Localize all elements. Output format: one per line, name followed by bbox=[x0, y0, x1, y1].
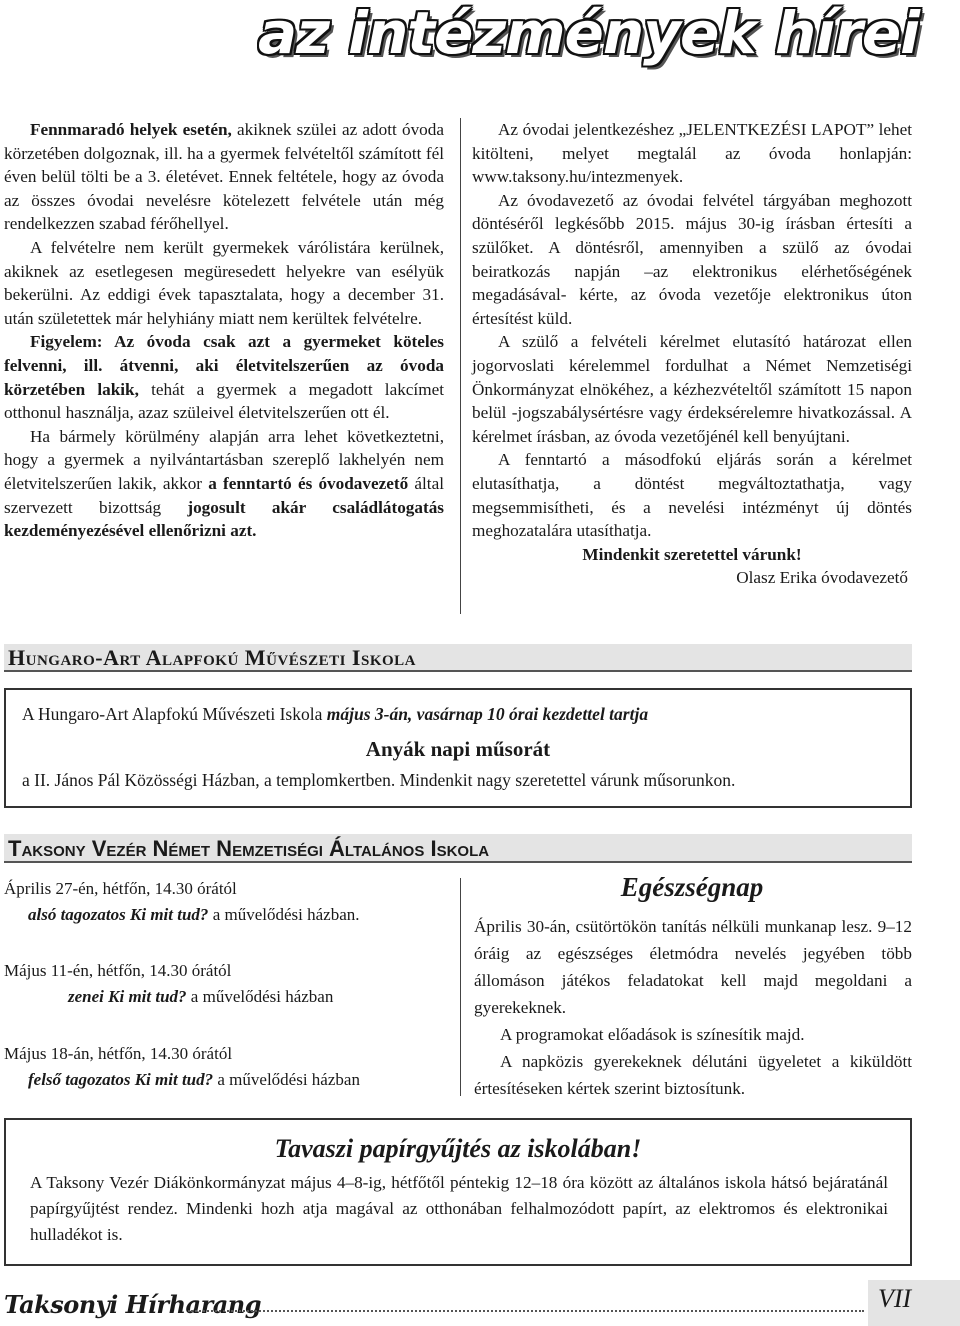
paragraph-masodfoku: A fenntartó a másodfokú eljárás során a kérelmet elutasíthatja, a döntést megváltoztathatja, vagy megsemmisítheti, és a nevelési intézményt új döntés meghozatalára utasíthatja. bbox=[472, 450, 912, 541]
ovoda-right-column bbox=[472, 118, 912, 590]
paragraph-jogorvoslat: A szülő a felvételi kérelmet elutasító határozat ellen jogorvoslati kérelemmel fordulhat a Német Nemzetiségi Önkormányzat elnökéhez, a kézhezvételtől számított 15 napon belül -jogszabálysértésre vagy érdeksérelemre hivatkozással. A kérelmet írásban, az óvoda vezetőjénél kell benyújtani. bbox=[472, 332, 912, 446]
event-date: Május 18-án, hétfőn, 14.30 órától bbox=[4, 1044, 233, 1063]
publication-logo: Taksonyi Hírharang bbox=[4, 1290, 261, 1319]
paragraph-figyelem: Figyelem: Az óvoda csak azt a gyermeket köteles felvenni, ill. átvenni, aki életvitelszerűen az óvoda körzetében lakik, tehát a gyermek a megadott lakcímet otthonul használja, azaz szüleivel életvitelszerűen ott él. bbox=[4, 332, 444, 423]
section-banner-title: az intézmények hírei bbox=[258, 0, 920, 67]
event-1: Április 27-én, hétfőn, 14.30 órától alsó tagozatos Ki mit tud? a művelődési házban. bbox=[4, 876, 360, 928]
paragraph-bizottsag: Ha bármely körülmény alapján arra lehet következtetni, hogy a gyermek a nyilvántartásban szereplő lakhelyén nem életvitelszerűen lakik, akkor a fenntartó és óvodavezető által szervezett bizottság jogosult akár családlátogatás kezdeményezésével ellenőrizni azt. bbox=[4, 426, 444, 541]
iskola-title: Taksony Vezér Német Nemzetiségi Általános Iskola bbox=[8, 836, 490, 861]
column-divider bbox=[460, 118, 461, 614]
signature: Olasz Erika óvodavezető bbox=[736, 568, 908, 588]
paragraph-fennmarado: Fennmaradó helyek esetén, akiknek szülei az adott óvoda körzetében dolgoznak, ill. ha a gyermek felvételtől számított fél éven belül tölti be a 3. életévet. Ennek feltétele, hogy az óvoda az összes óvodai nevelésre kötelezett felvétele után még rendelkezzen szabad férőhellyel. bbox=[4, 120, 444, 234]
health-day-text bbox=[474, 913, 912, 1102]
event-date: Április 27-én, hétfőn, 14.30 órától bbox=[4, 879, 237, 898]
event-3: Május 18-án, hétfőn, 14.30 órától felső tagozatos Ki mit tud? a művelődési házban bbox=[4, 1041, 360, 1093]
health-day-title: Egészségnap bbox=[620, 872, 764, 902]
event-name: felső tagozatos Ki mit tud? bbox=[28, 1070, 214, 1089]
event-name: alsó tagozatos Ki mit tud? bbox=[28, 905, 209, 924]
paragraph-dontes: Az óvodavezető az óvodai felvétel tárgyában meghozott döntéséről legkésőbb 2015. május 30-ig írásban értesíti a szülőket. A döntésről, amennyiben a szülő az óvodai beiratkozás napján –az elektronikus elérhetőségének megadásával- kérte, az óvoda vezetője elektronikus úton értesítést küld. bbox=[472, 190, 912, 328]
page-number: VII bbox=[878, 1284, 912, 1313]
event-2: Május 11-én, hétfőn, 14.30 órától zenei Ki mit tud? a művelődési házban bbox=[4, 958, 333, 1010]
hungaroart-line1: A Hungaro-Art Alapfokú Művészeti Iskola május 3-án, vasárnap 10 órai kezdettel tartja bbox=[22, 704, 649, 724]
iskola-header-rule bbox=[4, 861, 912, 863]
paragraph-varolista: A felvételre nem került gyermekek várólistára kerülnek, akiknek az esetlegesen megüresedett helyekre van esélyük bekerülni. Az eddigi évek tapasztalata, hogy a december 31. után születettek már helyhiány miatt nem kerültek felvételre. bbox=[4, 237, 444, 328]
health-day-p1: Április 30-án, csütörtökön tanítás nélküli munkanap lesz. 9–12 óráig az egészséges életmódra nevelés jegyében több állomáson játékos feladatokat kell majd megoldani a gyerekeknek. bbox=[474, 917, 912, 1017]
paragraph-jelentkezes: Az óvodai jelentkezéshez „JELENTKEZÉSI LAPOT” lehet kitölteni, melyet megtalál az óvoda honlapján: www.taksony.hu/intezmenyek. bbox=[472, 120, 912, 187]
health-day-p3: A napközis gyerekeknek délutáni ügyeletet a kiküldött értesítéseken kértek szerint biztosítunk. bbox=[474, 1052, 912, 1098]
footer-dotted-line bbox=[188, 1310, 864, 1312]
event-date: Május 11-én, hétfőn, 14.30 órától bbox=[4, 961, 232, 980]
hungaroart-event: Anyák napi műsorát bbox=[365, 737, 551, 761]
hungaroart-header-rule bbox=[4, 670, 912, 672]
hungaroart-line3: a II. János Pál Közösségi Házban, a templomkertben. Mindenkit nagy szeretettel várunk műsorunkon. bbox=[22, 770, 736, 790]
events-divider bbox=[460, 878, 461, 1096]
hungaroart-title: Hungaro-Art Alapfokú Művészeti Iskola bbox=[8, 645, 417, 670]
paper-collection-title: Tavaszi papírgyűjtés az iskolában! bbox=[274, 1134, 642, 1163]
ovoda-left-column bbox=[4, 118, 444, 543]
event-name: zenei Ki mit tud? bbox=[68, 987, 187, 1006]
paper-collection-text: A Taksony Vezér Diákönkormányzat május 4–8-ig, hétfőtől péntekig 12–18 óra között az általános iskola hátsó bejáratánál papírgyűjtést rendez. Mindenki hozh atja magával az otthonában felhalmozódott papírt, az elektromos és elektronikai hulladékot is. bbox=[30, 1173, 888, 1244]
closing-line: Mindenkit szeretettel várunk! bbox=[582, 544, 802, 564]
health-day-p2: A programokat előadások is színesítik majd. bbox=[500, 1025, 805, 1044]
